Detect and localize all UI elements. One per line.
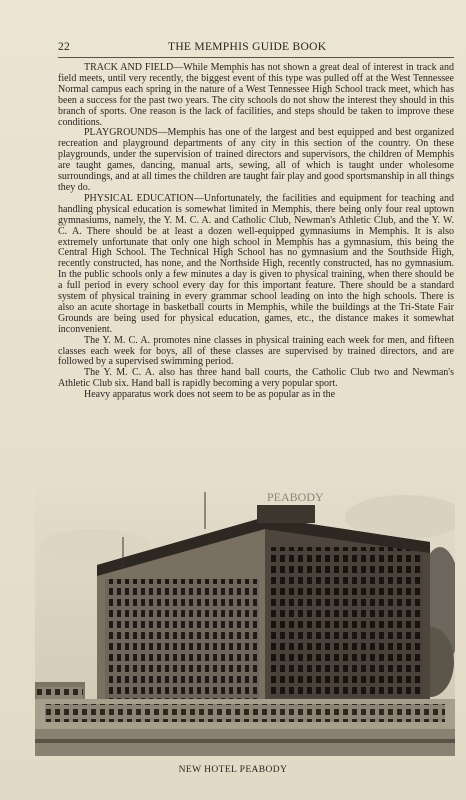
book-title: THE MEMPHIS GUIDE BOOK [168, 41, 327, 53]
rooftop-sign: PEABODY [267, 490, 324, 504]
hotel-photograph [35, 487, 455, 756]
paragraph-hand-ball: The Y. M. C. A. also has three hand ball courts, the Catholic Club two and Newman's Athletic Club six. Hand ball is rapidly becoming a very popular sport. [58, 367, 454, 390]
photo-caption: NEW HOTEL PEABODY [178, 765, 288, 775]
header-rule [58, 57, 454, 58]
paragraph-physical-education: PHYSICAL EDUCATION—Unfortunately, the facilities and equipment for teaching and handling physical education is somewhat limited in Memphis, there being only four real uptown gymnasiums, namely, the Y. M. C. A. and Catholic Club, Newman's Athletic Club, and the Y. W. C. A. There should be at least a dozen well-equipped gymnasiums in Memphis. It is also extremely unfortunate that only one high school in Memphis has a gymnasium, this being the Central High School. The Technical High School has no gymnasium and the Southside High, recently constructed, has none, and the Northside High, recently constructed, has no gymnasium. In the public schools only a few minutes a day is given to physical training, when there should be a full period in every school every day for this important feature. There should be a standard system of physical training in every grammar school leading on into the high schools. There is also an acute shortage in basketball courts in Memphis, while the buildings at the Tri-State Fair Grounds are being used for physical education, games, etc., the distance makes it somewhat inconvenient. [58, 192, 454, 335]
paragraph-ymca-classes: The Y. M. C. A. promotes nine classes in physical training each week for men, and fifteen classes each week for boys, all of these classes are supervised by trained directors, and are followed by a supervised swimming period. [58, 334, 454, 368]
page-number: 22 [58, 41, 71, 53]
paragraph-playgrounds: PLAYGROUNDS—Memphis has one of the largest and best equipped and best organized recreation and playground departments of any city in this section of the country. On these playgrounds, under the supervision of trained directors and supervisors, the children of Memphis are taught games, dancing, manual arts, sewing, all of which is taught under wholesome surroundings, and at all times the children are taught fair play and good sportsmanship in all things they do. [58, 127, 454, 193]
paragraph-track-and-field: TRACK AND FIELD—While Memphis has not shown a great deal of interest in track and field meets, until very recently, the biggest event of this type was pulled off at the West Tennessee Normal campus each spring in the nature of a West Tennessee High School track meet, which has been a success for the past two years. The city schools do not show the interest they should in this branch of sports. One reason is the lack of facilities, and steps should be taken to improve these conditions. [58, 62, 454, 128]
running-header [58, 41, 454, 57]
hotel-building-illustration [35, 487, 455, 756]
paragraph-heavy-apparatus: Heavy apparatus work does not seem to be as popular as in the [84, 389, 336, 401]
body-text [58, 63, 454, 401]
